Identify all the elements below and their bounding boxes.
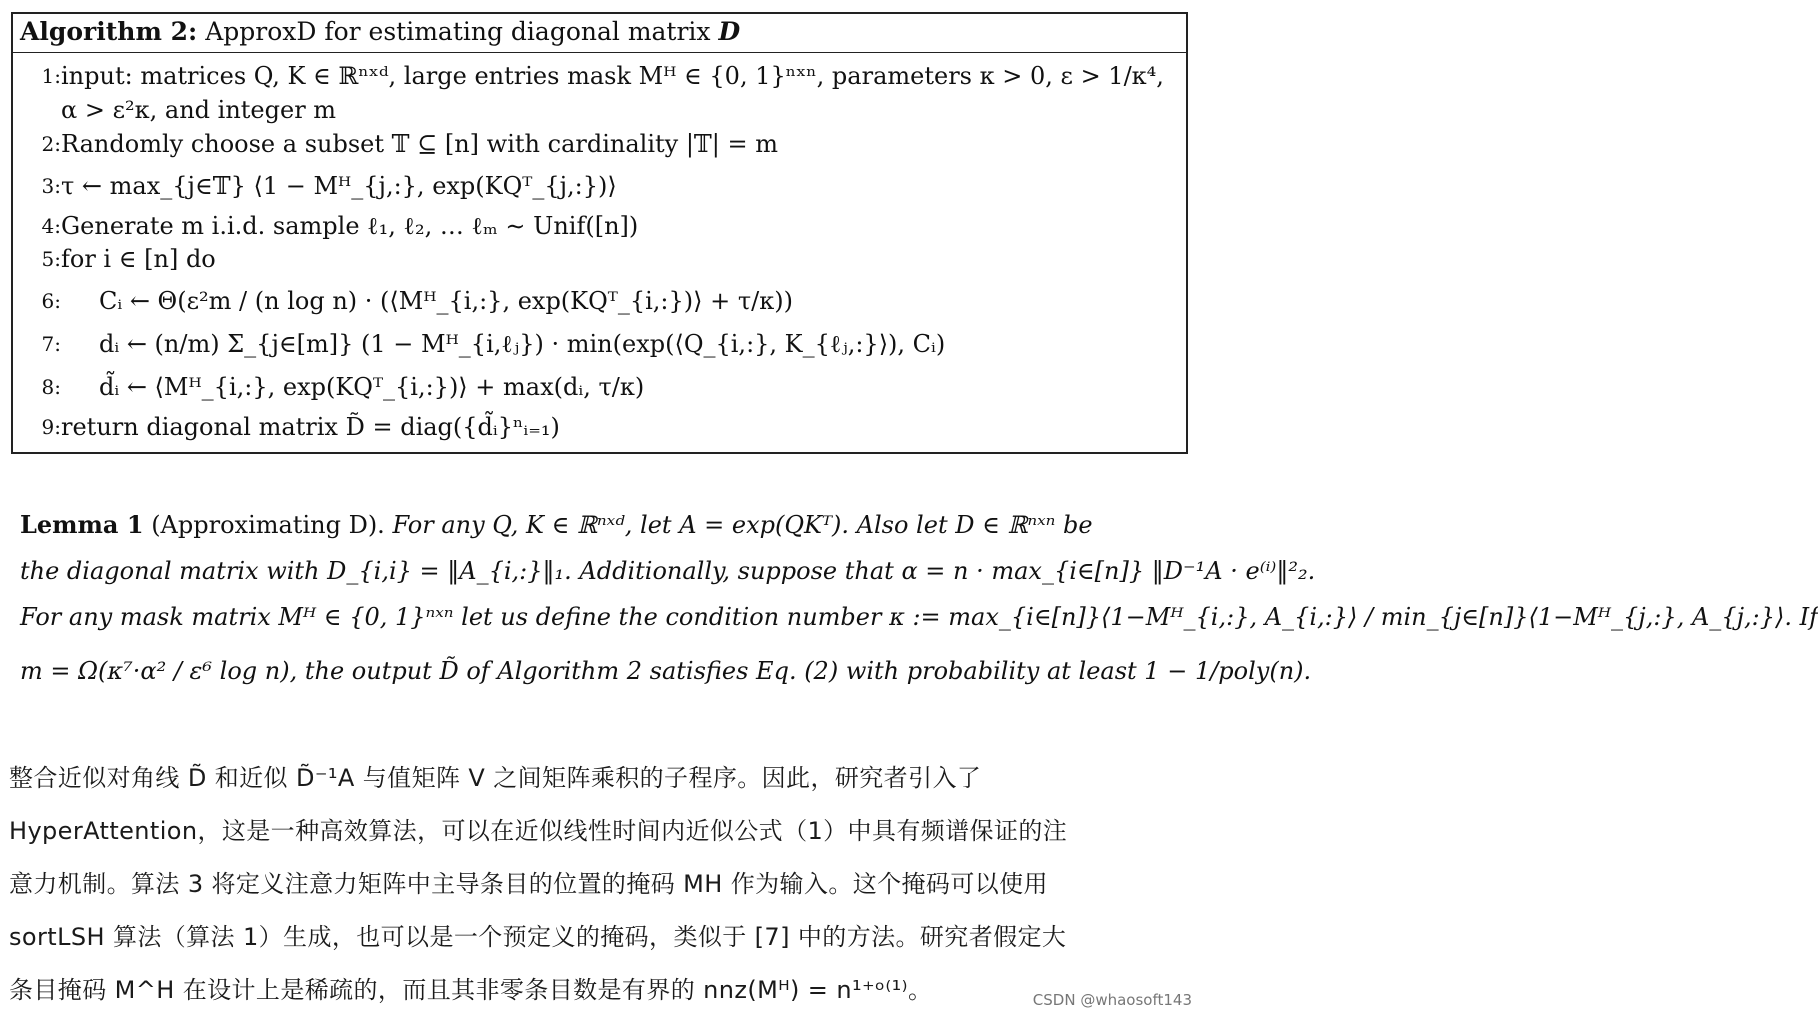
algorithm-header — [13, 14, 1186, 53]
paragraph-line: sortLSH 算法（算法 1）生成，也可以是一个预定义的掩码，类似于 [7] 中的方法。研究者假定大 — [9, 923, 1067, 951]
lemma-text: For any Q, K ∈ ℝⁿˣᵈ, let A = exp(QKᵀ). Also let D ∈ ℝⁿˣⁿ be — [392, 511, 1093, 539]
lemma-line — [20, 554, 1315, 588]
paragraph-line: HyperAttention，这是一种高效算法，可以在近似线性时间内近似公式（1）中具有频谱保证的注 — [9, 817, 1068, 845]
line-number: 6: — [41, 289, 61, 313]
line-text: d̃ᵢ ← ⟨Mᴴ_{i,:}, exp(KQᵀ_{i,:})⟩ + max(dᵢ, τ/κ) — [99, 373, 645, 401]
lemma-text: For any mask matrix Mᴴ ∈ {0, 1}ⁿˣⁿ let us define the condition number κ := max_{i∈[n]}⟨1−Mᴴ_{i,:}, A_{i,:}⟩ / min_{j∈[n]}⟨1−Mᴴ_{j,:}, A_{j,:}⟩. If — [20, 603, 1818, 631]
line-text: return diagonal matrix D̃ = diag({d̃ᵢ}ⁿᵢ₌₁) — [61, 413, 560, 441]
lemma-line — [20, 654, 1311, 688]
paragraph-line: 意力机制。算法 3 将定义注意力矩阵中主导条目的位置的掩码 MH 作为输入。这个掩码可以使用 — [9, 870, 1048, 898]
lemma-text: the diagonal matrix with D_{i,i} = ‖A_{i,:}‖₁. Additionally, suppose that α = n · max_{i∈[n]} ‖D⁻¹A · e⁽ⁱ⁾‖²₂. — [20, 557, 1316, 585]
line-text: Cᵢ ← Θ(ε²m / (n log n) · (⟨Mᴴ_{i,:}, exp(KQᵀ_{i,:})⟩ + τ/κ)) — [99, 287, 793, 315]
line-number: 1: — [41, 64, 61, 88]
line-number: 4: — [41, 214, 61, 238]
lemma-line — [20, 508, 1093, 542]
lemma-name: (Approximating D). — [151, 511, 385, 539]
algorithm-title-symbol: D — [718, 17, 741, 46]
line-text: Generate m i.i.d. sample ℓ₁, ℓ₂, … ℓₘ ∼ Unif([n]) — [61, 212, 639, 240]
algorithm-title: ApproxD for estimating diagonal matrix — [205, 17, 711, 46]
line-text: for i ∈ [n] do — [61, 245, 216, 273]
line-text: dᵢ ← (n/m) Σ_{j∈[m]} (1 − Mᴴ_{i,ℓⱼ}) · min(exp(⟨Q_{i,:}, K_{ℓⱼ,:}⟩), Cᵢ) — [99, 330, 946, 358]
line-text: Randomly choose a subset 𝕋 ⊆ [n] with cardinality |𝕋| = m — [61, 130, 778, 158]
line-number: 5: — [41, 247, 61, 271]
line-text: τ ← max_{j∈𝕋} ⟨1 − Mᴴ_{j,:}, exp(KQᵀ_{j,:})⟩ — [61, 172, 617, 200]
line-text: α > ε²κ, and integer m — [61, 96, 337, 124]
line-number: 7: — [41, 332, 61, 356]
paragraph-line: 整合近似对角线 D̃ 和近似 D̃⁻¹A 与值矩阵 V 之间矩阵乘积的子程序。因此，研究者引入了 — [9, 764, 982, 792]
watermark: CSDN @whaosoft143 — [1032, 991, 1192, 1009]
lemma-label: Lemma 1 — [20, 510, 144, 539]
algorithm-box — [11, 12, 1188, 454]
paragraph-line: 条目掩码 M^H 在设计上是稀疏的，而且其非零条目数是有界的 nnz(Mᴴ) = n¹⁺ᵒ⁽¹⁾。 — [9, 976, 933, 1004]
lemma-line — [20, 600, 1818, 634]
line-number: 9: — [41, 415, 61, 439]
algorithm-label: Algorithm 2: — [20, 17, 198, 46]
line-number: 2: — [41, 132, 61, 156]
lemma-text: m = Ω(κ⁷·α² / ε⁶ log n), the output D̃ of Algorithm 2 satisfies Eq. (2) with probability at least 1 − 1/poly(n). — [20, 657, 1312, 685]
line-number: 3: — [41, 174, 61, 198]
line-text: input: matrices Q, K ∈ ℝⁿˣᵈ, large entries mask Mᴴ ∈ {0, 1}ⁿˣⁿ, parameters κ > 0, ε > 1/κ⁴, — [61, 62, 1164, 90]
line-number: 8: — [41, 375, 61, 399]
